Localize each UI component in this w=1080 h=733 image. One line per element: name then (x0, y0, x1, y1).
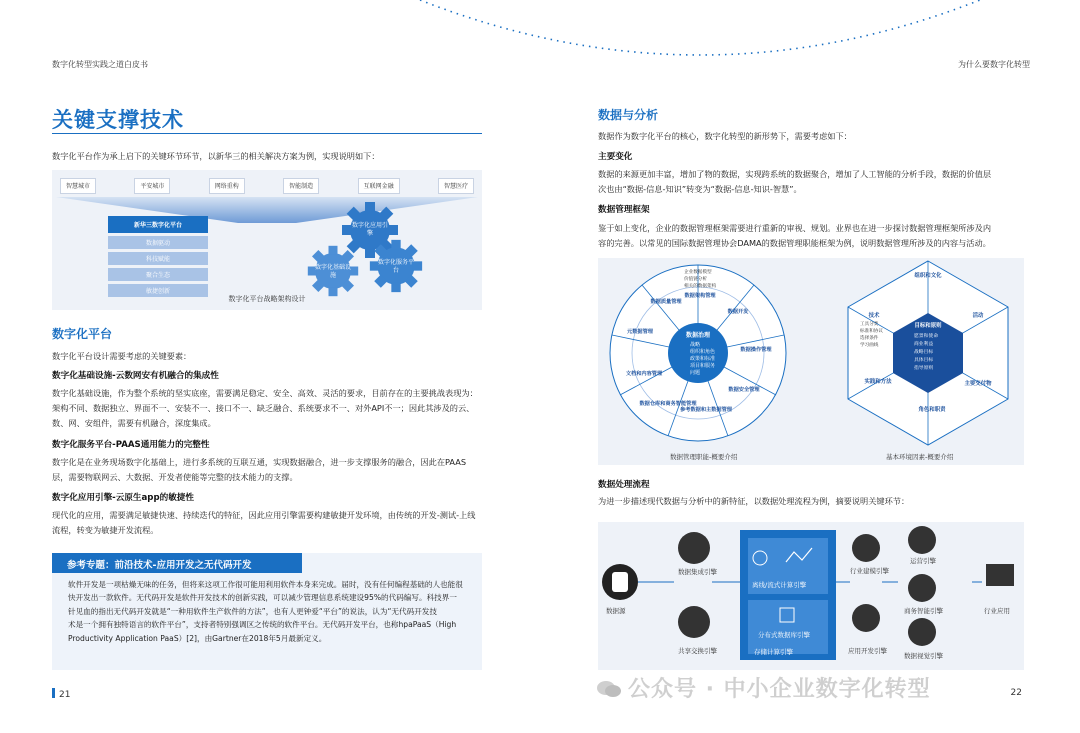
watermark (596, 672, 931, 703)
body-text: 架构不同、数据独立、界面不一、安装不一、接口不一、缺乏融合、系统要求不一、对外API不一；因此其涉及的云、 (52, 403, 475, 413)
wheel-center-item: 项目和服务 (690, 363, 716, 369)
platform-architecture-diagram (52, 170, 482, 310)
body-text: 层，需要物联网云、大数据、开发者使能等完整的技术能力的支撑。 (52, 472, 298, 482)
wheel-segment: 参考数据和主数据管理 (680, 407, 732, 413)
subheading: 数字化服务平台-PAAS通用能力的完整性 (52, 440, 210, 450)
body-text: 数、网、安组件，需要有机融合，深度集成。 (52, 418, 216, 428)
wheel-item: 价值链分析 (684, 277, 707, 282)
flow-node-label: 离线/流式计算引擎 (752, 581, 807, 589)
intro-text: 数字化平台作为承上启下的关键环节环节，以新华三的相关解决方案为例，实现说明如下： (52, 151, 380, 161)
callout-body (68, 578, 476, 645)
callout-line: 快开发出一款软件。无代码开发是软件开发技术的创新实践，可以减少管理信息系统建设95%的代码编写。科技界一 (68, 593, 457, 603)
stack-item: 聚合生态 (108, 268, 208, 281)
title-divider (52, 133, 482, 134)
hex-label: 主要交付物 (964, 381, 992, 387)
running-head: 数字化转型实践之道白皮书 (52, 60, 148, 69)
wechat-icon (596, 679, 622, 699)
callout-line: 针见血的指出无代码开发就是“一种用软件生产软件的方法”，也有人更钟爱“平台”的说法，认为“无代码开发技 (68, 606, 437, 616)
scene-row (60, 178, 474, 194)
subheading: 主要变化 (598, 152, 633, 162)
stack-item: 数据驱动 (108, 236, 208, 249)
data-management-diagrams (598, 258, 1024, 465)
wheel-segment: 数据开发 (727, 309, 749, 315)
subheading: 数字化基础设施-云数网安有机融合的集成性 (52, 371, 219, 381)
wheel-item: 相关的数据架构 (684, 284, 717, 289)
section-heading: 数据与分析 (598, 108, 659, 122)
wheel-segment: 数据操作管理 (740, 347, 772, 353)
callout-line: 术是一个拥有独特语言的软件平台”，支持者特别强调区之传统的软件平台。无代码开发平台，也称hpaPaaS（High (68, 620, 457, 630)
wheel-segment: 文档和内容管理 (625, 371, 663, 377)
wheel-center-item: 问题 (690, 370, 701, 376)
scene-label: 智慧城市 (60, 178, 96, 194)
section-heading: 数字化平台 (52, 327, 113, 341)
body-text: 鉴于如上变化，企业的数据管理框架需要进行重新的审视、规划。业界也在进一步探讨数据管理框架所涉及内 (598, 223, 992, 233)
gear-label: 数字化基础设施 (314, 264, 351, 279)
flow-node-label: 数据源 (606, 607, 626, 615)
stack-item: 科技赋能 (108, 252, 208, 265)
hex-item: 学习曲线 (860, 343, 879, 348)
scene-label: 网络重构 (209, 178, 245, 194)
diagram-caption: 数据管理职能-概要介绍 (670, 453, 738, 461)
hex-center-item: 具体目标 (914, 358, 934, 363)
hex-label: 实践和方法 (864, 379, 892, 385)
body-text: 流程，转变为敏捷开发流程。 (52, 525, 159, 535)
body-text: 为进一步描述现代数据与分析中的新特征，以数据处理流程为例，摘要说明关键环节： (598, 496, 910, 506)
hex-center-title: 目标和原则 (914, 323, 942, 329)
wheel-segment: 数据仓库和商务智能管理 (639, 401, 697, 407)
flow-node-label: 运营引擎 (910, 557, 936, 565)
gear-label: 数字化服务平台 (377, 259, 414, 274)
body-text: 数据的来源更加丰富，增加了物的数据，实现跨系统的数据聚合，增加了人工智能的分析手段，数据的价值层 (598, 169, 992, 179)
body-text: 现代化的应用，需要满足敏捷快速、持续迭代的特征，因此应用引擎需要构建敏捷开发环境，由传统的开发-测试-上线 (52, 510, 476, 520)
body-text: 容的完善。以常见的国际数据管理协会DAMA的数据管理职能框架为例，说明数据管理所涉及的内容与活动。 (598, 238, 991, 248)
hex-item: 标准和协议 (860, 329, 883, 334)
wheel-center-item: 政策和标准 (690, 356, 716, 362)
flow-node-label: 数据视觉引擎 (904, 652, 943, 660)
body-text: 数据作为数字化平台的核心，数字化转型的新形势下，需要考虑如下： (598, 131, 852, 141)
flow-node-label: 商务智能引擎 (904, 607, 943, 615)
hex-label: 角色和职责 (918, 407, 946, 413)
reference-callout (52, 553, 482, 670)
stack-item: 敏捷创新 (108, 284, 208, 297)
watermark-text: 公众号 · 中小企业数字化转型 (628, 677, 931, 702)
dama-wheel-diagram (598, 258, 1024, 465)
body-text: 次也由“数据-信息-知识”转变为“数据-信息-知识-智慧”。 (598, 184, 802, 194)
flow-node-label: 分布式数据库引擎 (758, 631, 810, 639)
wheel-center-item: 战略 (690, 342, 701, 348)
callout-title: 参考专题：前沿技术-应用开发之无代码开发 (52, 553, 302, 573)
diagram-caption: 基本环境因素-概要介绍 (886, 453, 954, 461)
callout-line: 软件开发是一项枯燥无味的任务，但将来这项工作很可能用利用软件本身来完成。届时，没有任何编程基础的人也能很 (68, 580, 463, 589)
wheel-segment: 数据质量管理 (650, 299, 682, 305)
hex-center-item: 愿景和使命 (914, 334, 938, 339)
wheel-segment: 数据架构管理 (684, 293, 716, 299)
flow-diagram-svg (598, 522, 1024, 670)
scene-label: 智能制造 (283, 178, 319, 194)
page-title: 关键支撑技术 (52, 108, 184, 132)
data-processing-flow-diagram (598, 522, 1024, 670)
page-number: 22 (1010, 688, 1022, 698)
wheel-segment: 元数据管理 (627, 329, 653, 335)
callout-line: Productivity Application PaaS）[2]，由Gartner在2018年5月最新定义。 (68, 633, 327, 643)
scene-label: 智慧医疗 (438, 178, 474, 194)
stack-title: 新华三数字化平台 (108, 216, 208, 233)
scene-label: 互联网金融 (358, 178, 400, 194)
body-text: 数字化平台设计需要考虑的关键要素： (52, 351, 192, 361)
subheading: 数字化应用引擎-云原生app的敏捷性 (52, 493, 194, 503)
hex-center-item: 商业利益 (914, 342, 934, 347)
hex-label: 技术 (868, 313, 880, 319)
gear-label: 数字化应用引擎 (351, 222, 388, 237)
flow-node-label: 共享交换引擎 (678, 647, 717, 655)
hex-item: 选择条件 (860, 336, 879, 341)
hex-item: 工具分类 (860, 322, 879, 327)
hex-center-item: 指导原则 (914, 366, 934, 371)
body-text: 数字化是在业务现场数字化基础上，进行多系统的互联互通，实现数据融合，进一步支撑服务的融合，因此在PAAS (52, 457, 467, 467)
subheading: 数据处理流程 (598, 480, 650, 490)
page-number: 21 (52, 688, 70, 700)
flow-node-label: 行业建模引擎 (850, 567, 889, 575)
wheel-item: 企业数据模型 (684, 270, 712, 275)
flow-node-label: 行业应用 (984, 607, 1010, 615)
diagram-caption: 数字化平台战略架构设计 (228, 295, 306, 303)
subheading: 数据管理框架 (598, 205, 650, 215)
wheel-segment: 数据安全管理 (728, 387, 760, 393)
hex-center-item: 战略目标 (914, 350, 934, 355)
flow-node-label: 存储计算引擎 (754, 648, 793, 656)
flow-node-label: 应用开发引擎 (848, 647, 887, 655)
wheel-center-item: 组织和角色 (690, 349, 716, 355)
wheel-center-title: 数据治理 (685, 332, 711, 339)
body-text: 数字化基础设施，作为整个系统的坚实底座，需要满足稳定、安全、高效、灵活的要求，目前存在的主要挑战表现为： (52, 388, 478, 398)
hex-label: 活动 (972, 313, 984, 319)
running-head: 为什么要数字化转型 (958, 60, 1030, 69)
hex-label: 组织和文化 (914, 273, 942, 279)
platform-stack (108, 216, 208, 297)
flow-node-label: 数据集成引擎 (678, 568, 717, 576)
scene-label: 平安城市 (134, 178, 170, 194)
